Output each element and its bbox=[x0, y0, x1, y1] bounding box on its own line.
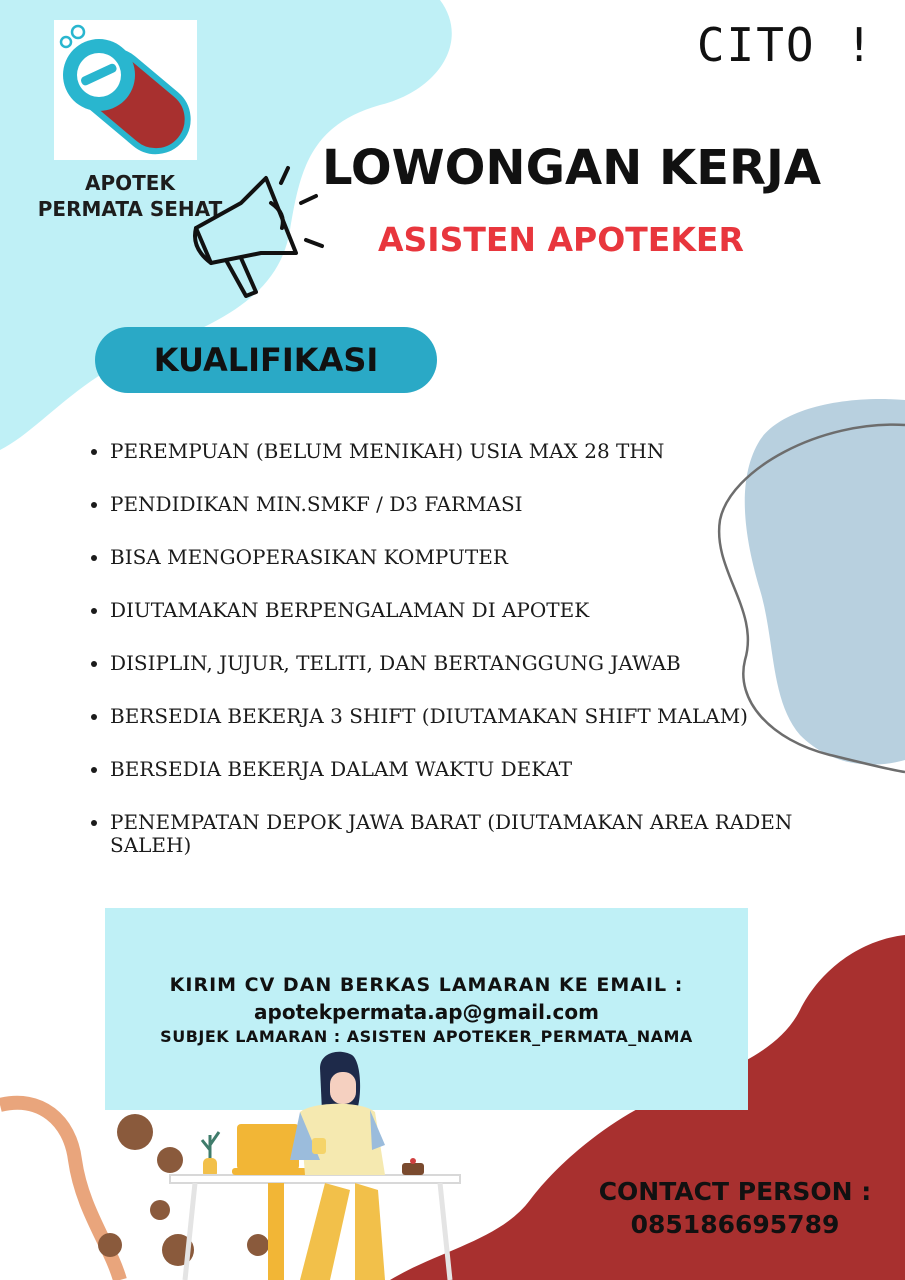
list-item: • DISIPLIN, JUJUR, TELITI, DAN BERTANGGUNG JAWAB bbox=[110, 652, 810, 675]
list-item: • BERSEDIA BEKERJA 3 SHIFT (DIUTAMAKAN SHIFT MALAM) bbox=[110, 705, 810, 728]
megaphone-icon bbox=[186, 158, 336, 308]
logo bbox=[54, 20, 197, 160]
section-title: KUALIFIKASI bbox=[153, 341, 379, 379]
contact-label: CONTACT PERSON : bbox=[598, 1177, 872, 1206]
section-title-pill bbox=[95, 327, 437, 393]
list-item: • BERSEDIA BEKERJA DALAM WAKTU DEKAT bbox=[110, 758, 810, 781]
brand-line-2: PERMATA SEHAT bbox=[37, 197, 223, 221]
application-email: apotekpermata.ap@gmail.com bbox=[254, 1000, 599, 1024]
qualification-list bbox=[80, 440, 810, 887]
list-item: • PEREMPUAN (BELUM MENIKAH) USIA MAX 28 THN bbox=[110, 440, 810, 463]
contact-phone[interactable]: 085186695789 bbox=[630, 1210, 840, 1239]
application-subject: SUBJEK LAMARAN : ASISTEN APOTEKER_PERMATA_NAMA bbox=[160, 1027, 693, 1046]
application-instruction: KIRIM CV DAN BERKAS LAMARAN KE EMAIL : bbox=[169, 974, 684, 996]
list-item: • PENEMPATAN DEPOK JAWA BARAT (DIUTAMAKAN AREA RADEN SALEH) bbox=[110, 811, 810, 857]
cito-badge: CITO ! bbox=[696, 18, 875, 72]
brand-line-1: APOTEK bbox=[85, 171, 175, 195]
list-item: • DIUTAMAKAN BERPENGALAMAN DI APOTEK bbox=[110, 599, 810, 622]
headline: LOWONGAN KERJA bbox=[322, 140, 821, 196]
woman-laptop-illustration bbox=[0, 1020, 905, 1280]
list-item: • BISA MENGOPERASIKAN KOMPUTER bbox=[110, 546, 810, 569]
pharmacy-capsule-logo-icon bbox=[54, 20, 197, 160]
list-item: • PENDIDIKAN MIN.SMKF / D3 FARMASI bbox=[110, 493, 810, 516]
position-title: ASISTEN APOTEKER bbox=[378, 220, 744, 259]
